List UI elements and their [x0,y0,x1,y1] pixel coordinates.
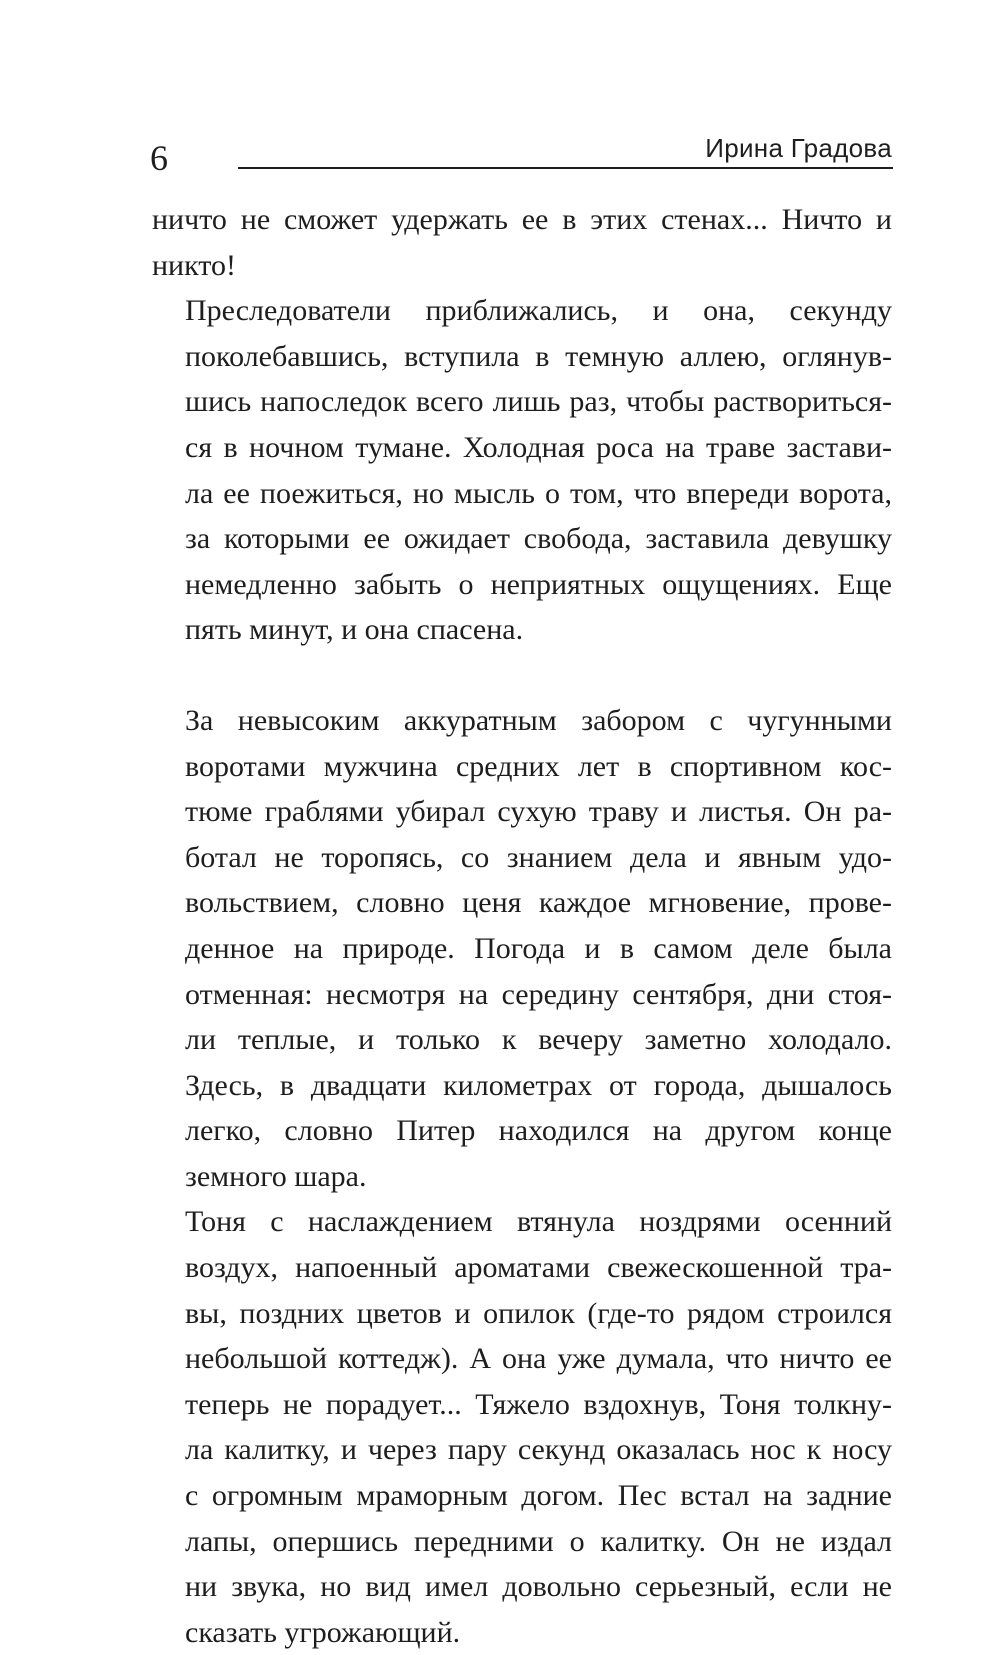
text-line: за которыми ее ожидает свобода, заставила девушку [185,522,892,556]
header-rule [238,167,893,169]
text-line: теперь не порадует... Тяжело вздохнув, Тоня толкну- [185,1387,892,1421]
text-line: никто! [152,248,236,282]
text-line: ничто не сможет удержать ее в этих стенах... Ничто и [152,203,892,236]
text-line: легко, словно Питер находился на другом конце [185,1114,892,1148]
text-line: лапы, опершись передними о калитку. Он не издал [185,1524,892,1558]
text-line: ла калитку, и через пару секунд оказалась нос к носу [185,1433,892,1467]
text-line: шись напоследок всего лишь раз, чтобы раствориться- [185,385,892,419]
text-line: небольшой коттедж). А она уже думала, что ничто ее [185,1342,892,1376]
page-number: 6 [150,138,168,178]
text-line: тюме граблями убирал сухую траву и листья. Он ра- [185,795,892,829]
text-line: немедленно забыть о неприятных ощущениях. Еще [185,567,892,601]
text-line: денное на природе. Погода и в самом деле была [185,931,892,965]
text-line: воротами мужчина средних лет в спортивном кос- [185,749,892,783]
text-line: вы, поздних цветов и опилок (где-то рядом строился [185,1296,892,1330]
paragraph-3 [152,698,892,1200]
text-line: За невысоким аккуратным забором с чугунными [185,703,892,737]
body-text [152,197,892,1655]
text-line: поколебавшись, вступила в темную аллею, оглянув- [185,339,892,373]
paragraph-1 [152,197,892,288]
text-line: ся в ночном тумане. Холодная роса на траве застави- [185,430,892,464]
page-header [0,0,1000,200]
text-line: Здесь, в двадцати километрах от города, дышалось [185,1068,892,1102]
text-line: ли теплые, и только к вечеру заметно холодало. [185,1023,892,1057]
text-line: воздух, напоенный ароматами свежескошенной тра- [185,1251,892,1285]
text-line: сказать угрожающий. [185,1615,461,1649]
section-break [152,653,892,698]
text-line: ни звука, но вид имел довольно серьезный, если не [185,1570,892,1604]
text-line: Преследователи приближались, и она, секунду [185,294,892,328]
paragraph-2 [152,288,892,653]
text-line: Тоня с наслаждением втянула ноздрями осенний [185,1205,892,1239]
text-line: ботал не торопясь, со знанием дела и явным удо- [185,840,892,874]
text-line: пять минут, и она спасена. [185,613,524,647]
text-line: отменная: несмотря на середину сентября, дни стоя- [185,977,892,1011]
paragraph-4 [152,1199,892,1655]
text-line: земного шара. [185,1159,367,1193]
text-line: ла ее поежиться, но мысль о том, что впереди ворота, [185,476,892,510]
text-line: вольствием, словно ценя каждое мгновение, прове- [185,886,892,920]
text-line: с огромным мраморным догом. Пес встал на задние [185,1479,892,1513]
running-head-author: Ирина Градова [705,133,892,163]
